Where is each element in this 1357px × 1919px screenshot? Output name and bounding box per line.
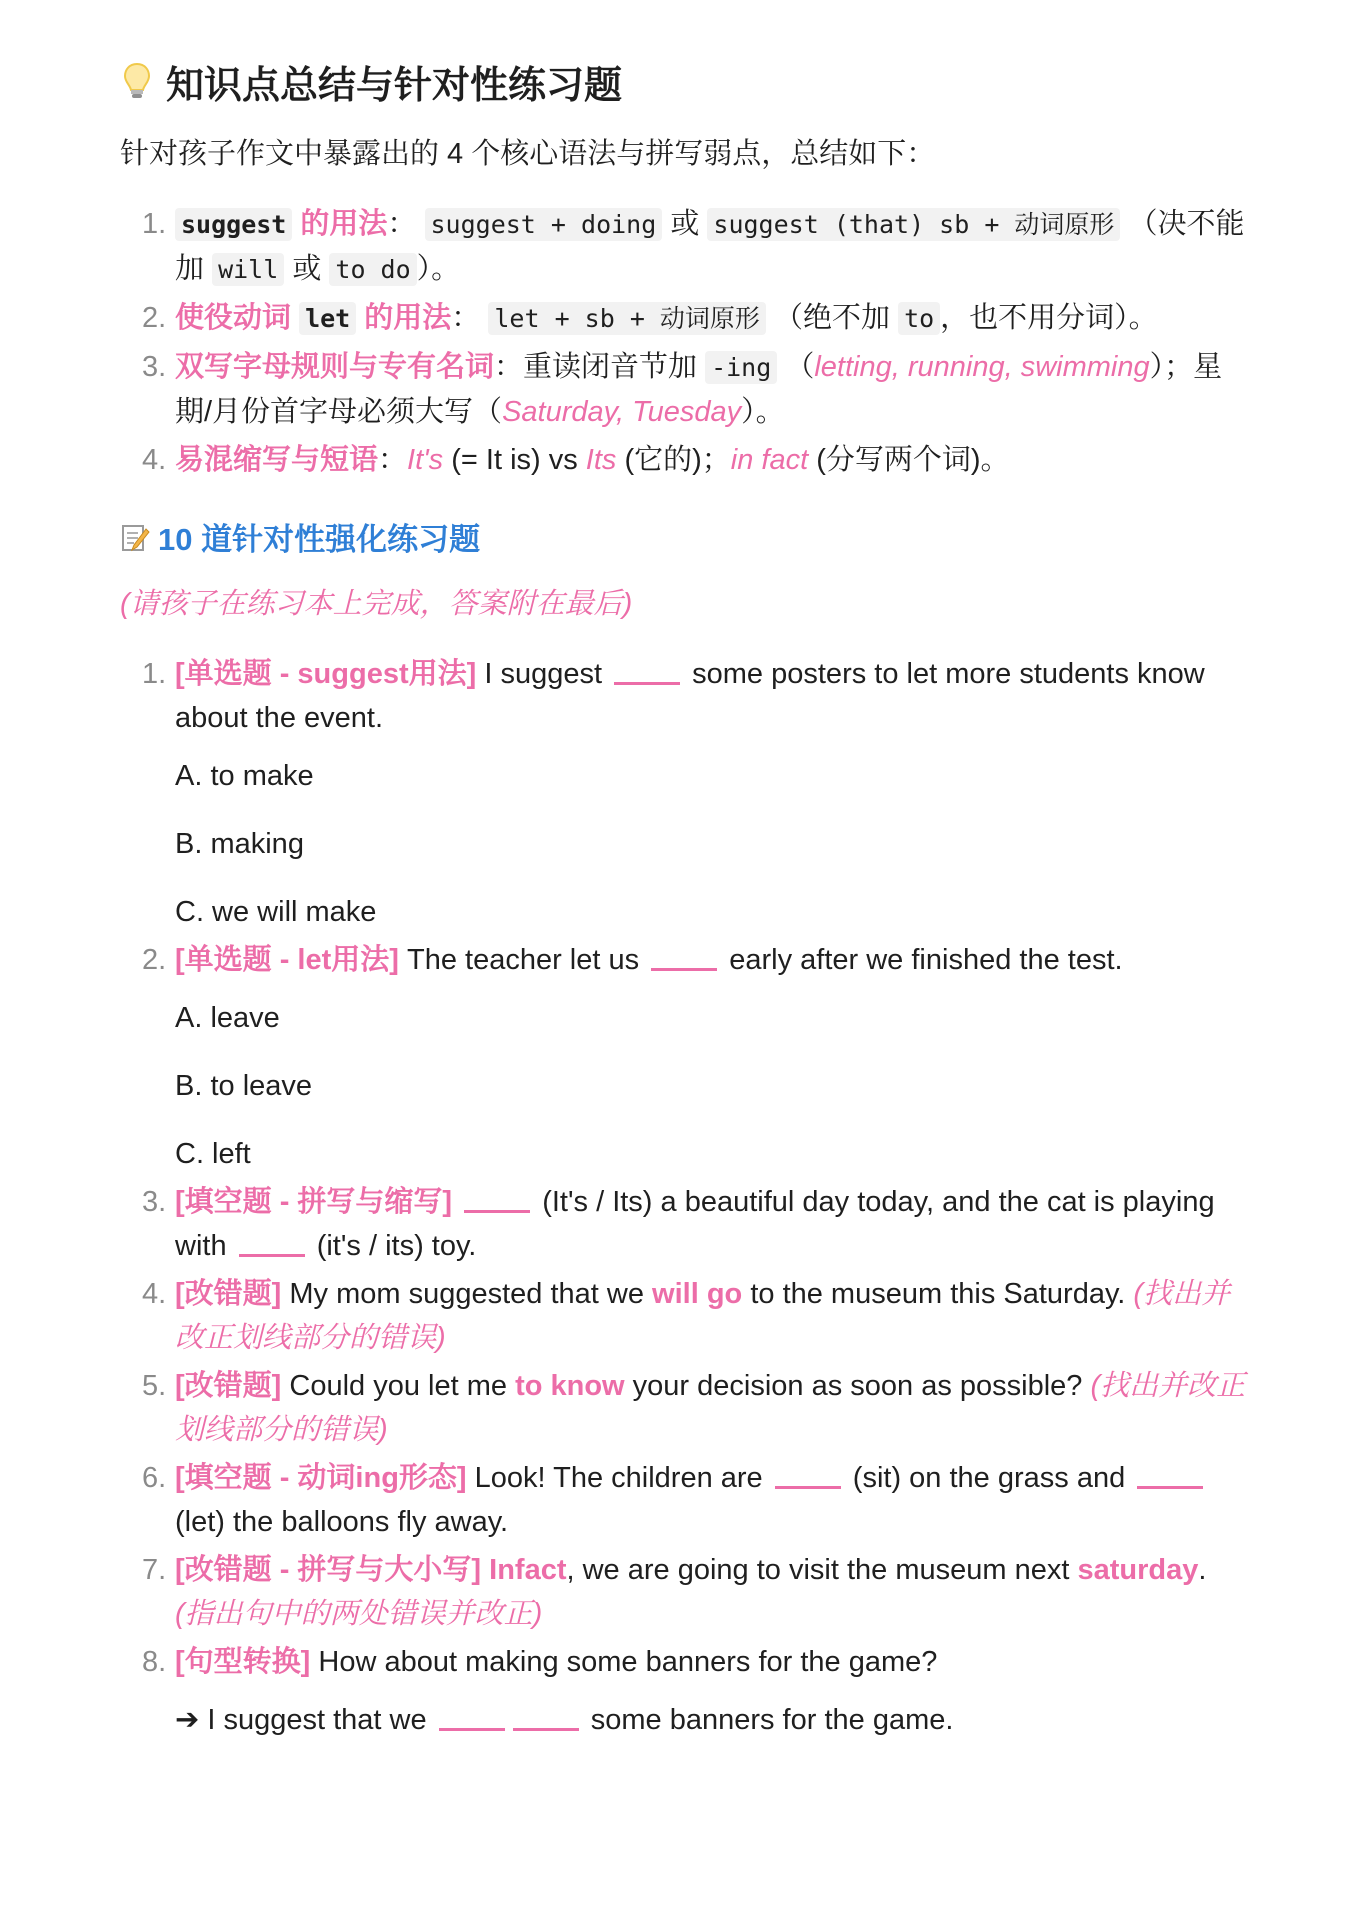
answer-blank[interactable] (651, 944, 717, 971)
keyword-code: suggest (175, 208, 292, 241)
intro-text: 针对孩子作文中暴露出的 4 个核心语法与拼写弱点，总结如下： (120, 138, 936, 170)
text: ）；星期/月份首字母必须大写（ (175, 351, 1223, 428)
list-number: 8. (142, 1646, 167, 1678)
option-a: A. leave (175, 1002, 280, 1034)
item-label: 易混缩写与短语 (175, 444, 379, 476)
page-title (120, 58, 1247, 114)
inline-code: will (212, 253, 284, 286)
exercise-6 (120, 1456, 1247, 1544)
question-hint: (找出并改正划线部分的错误) (175, 1278, 1231, 1354)
question-text: I suggest (476, 658, 611, 690)
option-a: A. to make (175, 760, 314, 792)
inline-code: to (898, 302, 940, 335)
example-text: Its (585, 444, 617, 476)
text: （绝不加 (765, 302, 899, 334)
light-bulb-icon (120, 62, 154, 100)
error-highlight: to know (515, 1370, 625, 1402)
text: (它的)； (616, 444, 731, 476)
question-tag: [单选题 - let用法] (175, 944, 399, 976)
punct: ： (387, 208, 417, 240)
question-tag: [填空题 - 拼写与缩写] (175, 1186, 453, 1218)
inline-code: -ing (705, 351, 777, 384)
answer-line (175, 1698, 1247, 1742)
text: ，也不用分词）。 (940, 302, 1158, 334)
exercise-4 (120, 1272, 1247, 1360)
question-hint: (找出并改正划线部分的错误) (175, 1370, 1246, 1446)
question-text: I suggest that we (199, 1704, 435, 1736)
list-number: 6. (142, 1462, 167, 1494)
text: 或 (662, 208, 708, 240)
question-text: early after we finished the test. (721, 944, 1123, 976)
keyword-code: let (299, 302, 356, 335)
option-c: C. left (175, 1138, 251, 1170)
exercise-8 (120, 1640, 1247, 1742)
exercise-3 (120, 1180, 1247, 1268)
text: （ (777, 351, 815, 383)
text: ）。 (741, 396, 785, 428)
memo-icon (120, 523, 150, 553)
list-number: 3. (142, 1186, 167, 1218)
example-text: Saturday, Tuesday (502, 396, 742, 428)
question-text: . (1198, 1554, 1207, 1586)
error-highlight: will go (652, 1278, 743, 1310)
question-text: some banners for the game. (582, 1704, 954, 1736)
text: (= It is) vs (443, 444, 586, 476)
exercise-7 (120, 1548, 1247, 1636)
question-text: , we are going to visit the museum next (566, 1554, 1078, 1586)
text: ）。 (416, 253, 461, 285)
list-number: 7. (142, 1554, 167, 1586)
answer-blank[interactable] (439, 1704, 505, 1731)
text: (分写两个词)。 (808, 444, 1010, 476)
example-text: letting, running, swimming (814, 351, 1150, 383)
summary-item-2 (120, 296, 1247, 341)
inline-code: to do (329, 253, 416, 286)
answer-blank[interactable] (1137, 1462, 1203, 1489)
list-number: 1. (142, 208, 167, 240)
list-number: 4. (142, 444, 167, 476)
question-text: (It's / Its) a beautiful day today, and the cat is playing with (175, 1186, 1215, 1262)
question-text: The teacher let us (398, 944, 648, 976)
text: 或 (284, 253, 330, 285)
item-label: 的用法 (292, 208, 388, 240)
list-number: 1. (142, 658, 167, 690)
punct: ： (451, 302, 481, 334)
list-number: 2. (142, 944, 167, 976)
answer-blank[interactable] (614, 658, 680, 685)
exercises-heading-text: 10 道针对性强化练习题 (158, 522, 481, 557)
list-number: 4. (142, 1278, 167, 1310)
inline-code: suggest (that) sb + 动词原形 (707, 208, 1120, 241)
item-label: 双写字母规则与专有名词 (175, 351, 495, 383)
inline-code: let + sb + 动词原形 (488, 302, 766, 335)
question-text: some posters to let more students know about the event. (175, 658, 1205, 734)
option-b: B. making (175, 828, 304, 860)
item-label: 使役动词 (175, 302, 300, 334)
question-text: your decision as soon as possible? (624, 1370, 1091, 1402)
exercise-1 (120, 652, 1247, 934)
question-text: Look! The children are (466, 1462, 771, 1494)
text: （决不能加 (175, 208, 1245, 285)
summary-list (120, 202, 1247, 482)
text: ： (378, 444, 408, 476)
exercise-5 (120, 1364, 1247, 1452)
example-text: in fact (730, 444, 809, 476)
question-tag: [改错题 - 拼写与大小写] (175, 1554, 482, 1586)
text: ：重读闭音节加 (494, 351, 706, 383)
page-title-text: 知识点总结与针对性练习题 (166, 65, 623, 107)
summary-item-1 (120, 202, 1247, 292)
question-tag: [改错题] (175, 1370, 282, 1402)
option-c: C. we will make (175, 896, 377, 928)
exercise-2 (120, 938, 1247, 1176)
summary-item-3 (120, 345, 1247, 434)
error-highlight: saturday (1077, 1554, 1199, 1586)
list-number: 3. (142, 351, 167, 383)
question-text: (sit) on the grass and (844, 1462, 1134, 1494)
item-label: 的用法 (356, 302, 452, 334)
instruction-note: (请孩子在练习本上完成，答案附在最后) (120, 588, 633, 620)
question-tag: [单选题 - suggest用法] (175, 658, 477, 690)
answer-blank[interactable] (239, 1230, 305, 1257)
question-text: My mom suggested that we (281, 1278, 653, 1310)
example-text: It's (407, 444, 444, 476)
arrow-icon: ➔ (175, 1704, 200, 1736)
inline-code: suggest + doing (425, 208, 663, 241)
error-highlight: Infact (489, 1554, 567, 1586)
list-number: 5. (142, 1370, 167, 1402)
question-hint: (指出句中的两处错误并改正) (175, 1598, 543, 1630)
question-tag: [句型转换] (175, 1646, 311, 1678)
question-text: to the museum this Saturday. (742, 1278, 1134, 1310)
summary-item-4 (120, 438, 1247, 482)
list-number: 2. (142, 302, 167, 334)
question-tag: [填空题 - 动词ing形态] (175, 1462, 467, 1494)
answer-blank[interactable] (513, 1704, 579, 1731)
exercises-heading (120, 516, 1247, 564)
option-b: B. to leave (175, 1070, 313, 1102)
exercise-list (120, 652, 1247, 1742)
question-tag: [改错题] (175, 1278, 282, 1310)
question-text: How about making some banners for the game? (310, 1646, 938, 1678)
answer-blank[interactable] (464, 1186, 530, 1213)
question-text: (it's / its) toy. (308, 1230, 477, 1262)
question-text: Could you let me (281, 1370, 516, 1402)
answer-blank[interactable] (775, 1462, 841, 1489)
question-text: (let) the balloons fly away. (175, 1506, 509, 1538)
